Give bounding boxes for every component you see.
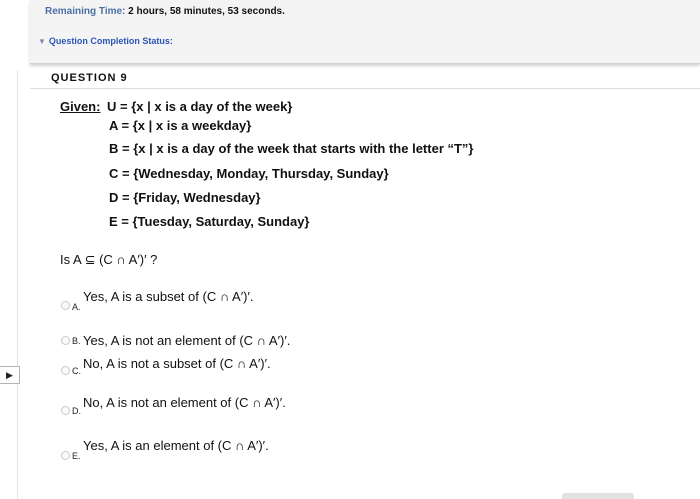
- set-c: C = {Wednesday, Monday, Thursday, Sunday}: [109, 166, 389, 181]
- timer-panel: [30, 0, 700, 64]
- sidebar-toggle-button[interactable]: [0, 366, 20, 384]
- set-b: B = {x | x is a day of the week that starts with the letter “T”}: [109, 141, 474, 156]
- option-b-radio[interactable]: [61, 336, 70, 345]
- completion-status-label: Question Completion Status:: [48, 36, 173, 46]
- option-e-radio[interactable]: [61, 451, 70, 460]
- option-c-letter: C.: [72, 366, 81, 376]
- option-b-letter: B.: [72, 336, 81, 346]
- option-e-text[interactable]: Yes, A is an element of (C ∩ A′)′.: [83, 438, 269, 453]
- option-d-letter: D.: [72, 406, 81, 416]
- option-b-text[interactable]: Yes, A is not an element of (C ∩ A′)′.: [83, 333, 291, 348]
- option-a-letter: A.: [72, 302, 81, 312]
- option-c-text[interactable]: No, A is not a subset of (C ∩ A′)′.: [83, 356, 271, 371]
- remaining-time-label: Remaining Time:: [45, 6, 126, 17]
- remaining-time-value: 2 hours, 58 minutes, 53 seconds.: [128, 6, 285, 17]
- option-d-radio[interactable]: [61, 406, 70, 415]
- question-title: QUESTION 9: [51, 72, 128, 84]
- option-e-letter: E.: [72, 451, 81, 461]
- horizontal-scrollbar[interactable]: [562, 493, 634, 499]
- set-d: D = {Friday, Wednesday}: [109, 190, 261, 205]
- remaining-time: [45, 6, 285, 17]
- set-u: U = {x | x is a day of the week}: [107, 99, 293, 114]
- play-arrow-icon: ▶: [6, 369, 13, 380]
- set-e: E = {Tuesday, Saturday, Sunday}: [109, 214, 310, 229]
- set-a: A = {x | x is a weekday}: [109, 118, 252, 133]
- option-a-text[interactable]: Yes, A is a subset of (C ∩ A′)′.: [83, 289, 254, 304]
- option-d-text[interactable]: No, A is not an element of (C ∩ A′)′.: [83, 395, 286, 410]
- option-a-radio[interactable]: [61, 301, 70, 310]
- option-c-radio[interactable]: [61, 366, 70, 375]
- question-divider: [30, 88, 700, 89]
- left-divider: [17, 70, 18, 499]
- question-prompt: Is A ⊆ (C ∩ A′)′ ?: [60, 252, 158, 267]
- chevron-down-icon: ▼: [38, 37, 46, 46]
- completion-status-toggle[interactable]: [38, 36, 173, 46]
- given-label: Given:: [60, 99, 101, 114]
